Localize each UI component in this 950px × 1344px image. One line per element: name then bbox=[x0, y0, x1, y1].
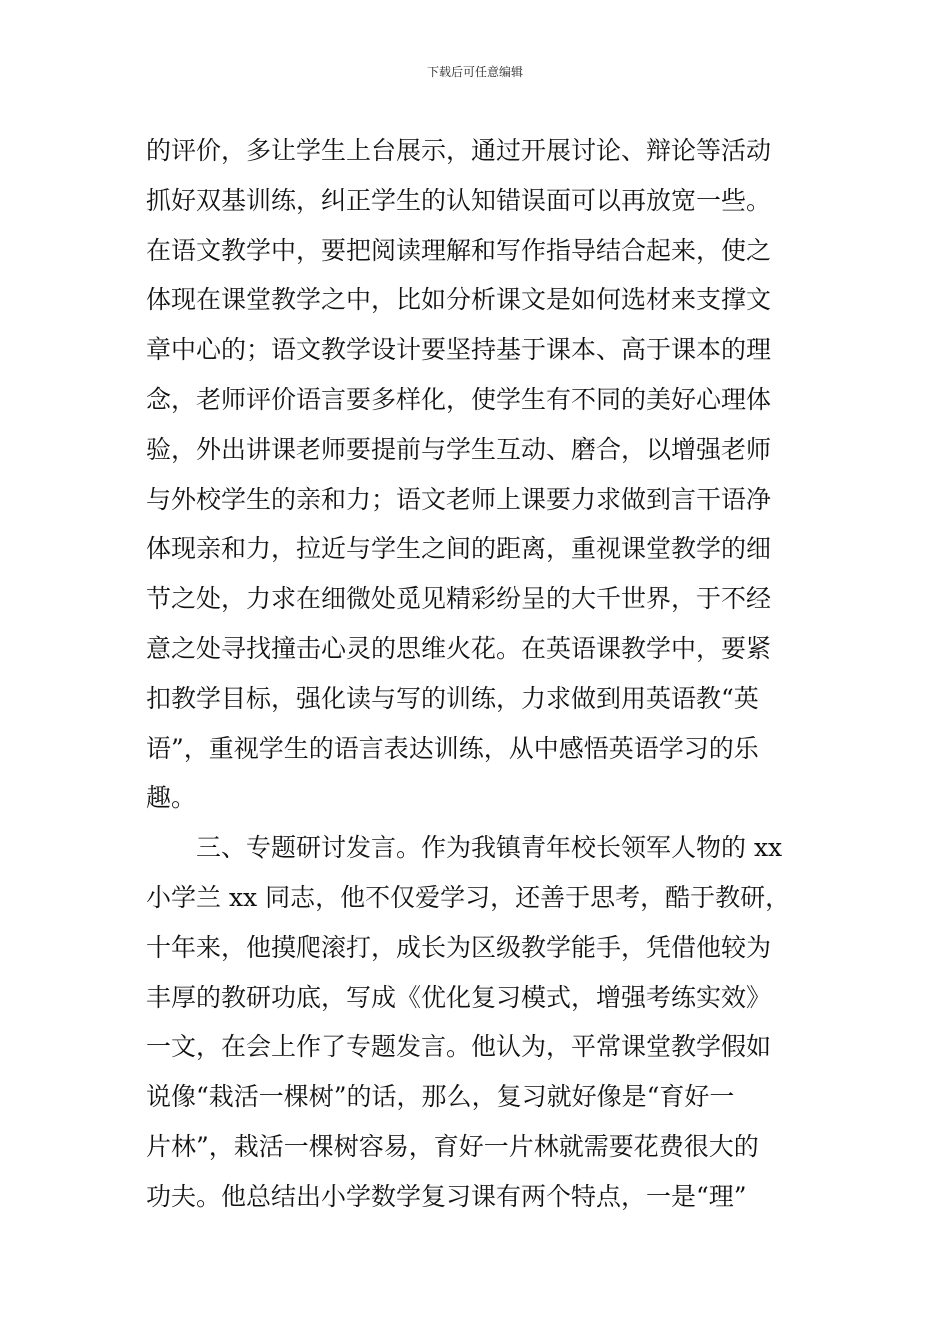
paragraph-start-line: 三、专题研讨发言。作为我镇青年校长领军人物的 xx bbox=[196, 833, 783, 863]
text-line: 章中心的；语文教学设计要坚持基于课本、高于课本的理 bbox=[146, 335, 772, 365]
text-line: 节之处，力求在细微处觅见精彩纷呈的大千世界，于不经 bbox=[146, 584, 772, 614]
text-line: 丰厚的教研功底，写成《优化复习模式，增强考练实效》 bbox=[146, 982, 772, 1012]
text-line: 片林”，栽活一棵树容易，育好一片林就需要花费很大的 bbox=[146, 1131, 759, 1161]
text-line: 意之处寻找撞击心灵的思维火花。在英语课教学中，要紧 bbox=[146, 633, 772, 663]
text-line: 验，外出讲课老师要提前与学生互动、磨合，以增强老师 bbox=[146, 434, 772, 464]
text-line: 念，老师评价语言要多样化，使学生有不同的美好心理体 bbox=[146, 384, 772, 414]
text-line: 一文，在会上作了专题发言。他认为，平常课堂教学假如 bbox=[146, 1032, 772, 1062]
text-line: 的评价，多让学生上台展示，通过开展讨论、辩论等活动 bbox=[146, 136, 772, 165]
text-line: 与外校学生的亲和力；语文老师上课要力求做到言干语净 bbox=[146, 484, 772, 514]
text-line: 体现亲和力，拉近与学生之间的距离，重视课堂教学的细 bbox=[146, 534, 772, 564]
text-line: 趣。 bbox=[146, 783, 197, 813]
text-line: 抓好双基训练，纠正学生的认知错误面可以再放宽一些。 bbox=[146, 185, 772, 215]
text-line: 语”，重视学生的语言表达训练，从中感悟英语学习的乐 bbox=[146, 733, 759, 763]
text-line: 在语文教学中，要把阅读理解和写作指导结合起来，使之 bbox=[146, 235, 772, 265]
text-line: 扣教学目标，强化读与写的训练，力求做到用英语教“英 bbox=[146, 683, 759, 713]
text-line: 小学兰 xx 同志，他不仅爱学习，还善于思考，酷于教研， bbox=[146, 882, 791, 912]
text-line: 十年来，他摸爬滚打，成长为区级教学能手，凭借他较为 bbox=[146, 932, 772, 962]
text-line: 功夫。他总结出小学数学复习课有两个特点，一是“理” bbox=[146, 1181, 747, 1211]
text-line: 体现在课堂教学之中，比如分析课文是如何选材来支撑文 bbox=[146, 285, 772, 315]
text-line: 说像“栽活一棵树”的话，那么，复习就好像是“育好一 bbox=[146, 1082, 735, 1112]
body-text bbox=[146, 126, 808, 1222]
page-header: 下载后可任意编辑 bbox=[426, 65, 523, 79]
